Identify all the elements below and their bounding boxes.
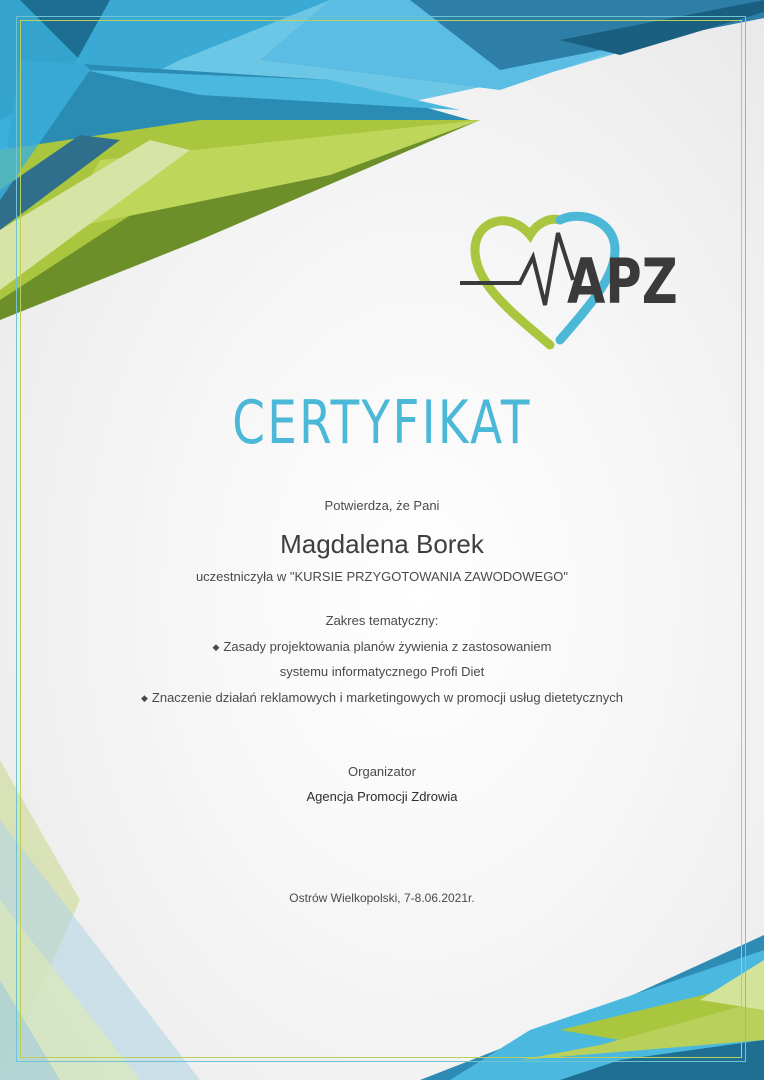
place-date: Ostrów Wielkopolski, 7-8.06.2021r. bbox=[289, 891, 475, 905]
bullet-icon: ◆ bbox=[212, 642, 220, 652]
scope-label: Zakres tematyczny: bbox=[325, 613, 439, 628]
topic-item bbox=[0, 639, 764, 654]
heart-pulse-logo-icon bbox=[455, 205, 678, 350]
bullet-icon: ◆ bbox=[140, 693, 148, 703]
recipient-name: Magdalena Borek bbox=[280, 529, 484, 559]
participation-text: uczestniczyła w "KURSIE PRZYGOTOWANIA ZAWODOWEGO" bbox=[195, 569, 569, 584]
svg-text:APZ: APZ bbox=[567, 246, 678, 319]
organizer-name: Agencja Promocji Zdrowia bbox=[306, 789, 458, 804]
topic-text: Zasady projektowania planów żywienia z zastosowaniem bbox=[223, 639, 552, 654]
confirm-text: Potwierdza, że Pani bbox=[324, 498, 440, 513]
topic-text: Znaczenie działań reklamowych i marketingowych w promocji usług dietetycznych bbox=[151, 690, 623, 705]
certificate-title: CERTYFIKAT bbox=[232, 388, 532, 458]
organizer-label: Organizator bbox=[348, 764, 416, 779]
topic-text-continued: systemu informatycznego Profi Diet bbox=[279, 664, 485, 679]
topic-item bbox=[0, 690, 764, 705]
